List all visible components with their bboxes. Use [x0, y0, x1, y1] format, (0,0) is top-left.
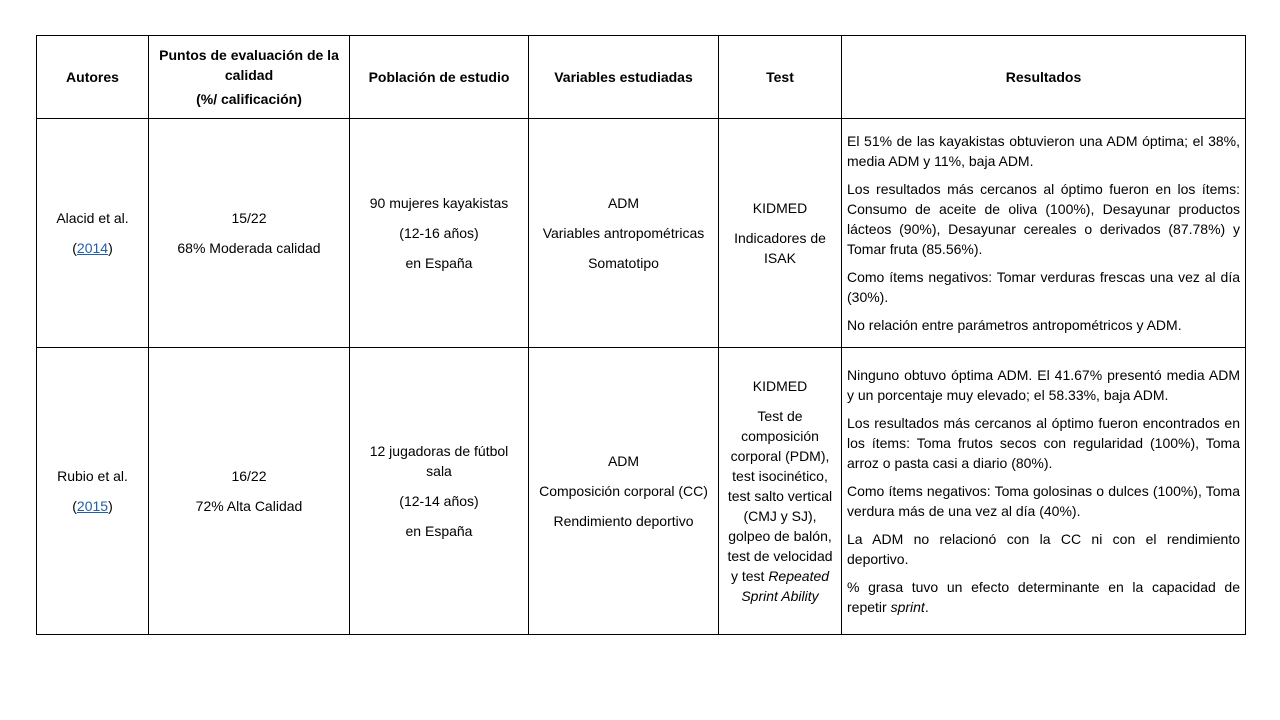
- result-text: % grasa tuvo un efecto determinante en la capacidad de repetir: [847, 579, 1240, 615]
- author-name: Rubio et al.: [57, 468, 128, 484]
- header-puntos-label: Puntos de evaluación de la calidad: [159, 47, 339, 83]
- test-item: Indicadores de ISAK: [734, 230, 826, 266]
- table-row: [37, 119, 1246, 348]
- test-item: KIDMED: [752, 378, 808, 394]
- variable-item: Rendimiento deportivo: [553, 513, 694, 529]
- quality-cell: [149, 119, 350, 348]
- population-line: 90 mujeres kayakistas: [369, 195, 509, 211]
- population-line: en España: [405, 255, 473, 271]
- result-period: .: [924, 599, 929, 615]
- population-line: 12 jugadoras de fútbol sala: [369, 443, 509, 479]
- studies-table: [36, 35, 1246, 635]
- author-year: (2015): [72, 498, 113, 514]
- result-paragraph: El 51% de las kayakistas obtuvieron una ADM óptima; el 38%, media ADM y 11%, baja ADM.: [847, 133, 1240, 169]
- result-paragraph: [847, 577, 1240, 617]
- header-autores: Autores: [37, 36, 149, 119]
- quality-label: 72% Alta Calidad: [195, 498, 303, 514]
- quality-score: 16/22: [231, 468, 267, 484]
- year-link[interactable]: 2014: [76, 240, 109, 256]
- variables-cell: [529, 348, 719, 635]
- variable-item: ADM: [607, 453, 640, 469]
- result-italic-term: sprint: [890, 599, 925, 615]
- variable-item: Somatotipo: [588, 255, 659, 271]
- population-line: (12-16 años): [399, 225, 479, 241]
- variable-item: Variables antropométricas: [542, 225, 705, 241]
- header-test: Test: [719, 36, 842, 119]
- header-puntos: [149, 36, 350, 119]
- test-item: KIDMED: [752, 200, 808, 216]
- result-paragraph: La ADM no relacionó con la CC ni con el rendimiento deportivo.: [847, 531, 1240, 567]
- test-cell: [719, 348, 842, 635]
- population-cell: [350, 119, 529, 348]
- test-cell: [719, 119, 842, 348]
- population-line: en España: [405, 523, 473, 539]
- quality-score: 15/22: [231, 210, 267, 226]
- header-puntos-sub: (%/ calificación): [196, 91, 302, 107]
- result-paragraph: Los resultados más cercanos al óptimo fueron encontrados en los ítems: Toma frutos secos con regularidad (100%), Toma arroz o pasta casi a diario (80%).: [847, 415, 1240, 471]
- header-poblacion: Población de estudio: [350, 36, 529, 119]
- results-cell: [842, 119, 1246, 348]
- results-cell: [842, 348, 1246, 635]
- test-item: [724, 406, 836, 606]
- population-line: (12-14 años): [399, 493, 479, 509]
- variables-cell: [529, 119, 719, 348]
- author-year: (2014): [72, 240, 113, 256]
- variable-item: ADM: [607, 195, 640, 211]
- table-row: [37, 348, 1246, 635]
- author-cell: [37, 119, 149, 348]
- header-resultados: Resultados: [842, 36, 1246, 119]
- year-link[interactable]: 2015: [76, 498, 109, 514]
- header-row: [37, 36, 1246, 119]
- result-paragraph: Ninguno obtuvo óptima ADM. El 41.67% presentó media ADM y un porcentaje muy elevado; el 58.33%, baja ADM.: [847, 367, 1240, 403]
- test-italic-term: Repeated Sprint Ability: [741, 568, 830, 604]
- header-variables: Variables estudiadas: [529, 36, 719, 119]
- test-description: Test de composición corporal (PDM), test isocinético, test salto vertical (CMJ y SJ), golpeo de balón, test de velocidad y test: [727, 408, 833, 584]
- variable-item: Composición corporal (CC): [539, 483, 708, 499]
- quality-cell: [149, 348, 350, 635]
- result-paragraph: No relación entre parámetros antropométricos y ADM.: [847, 317, 1182, 333]
- result-paragraph: Como ítems negativos: Toma golosinas o dulces (100%), Toma verdura más de una vez al día (40%).: [847, 483, 1240, 519]
- result-paragraph: Los resultados más cercanos al óptimo fueron en los ítems: Consumo de aceite de oliva (100%), Desayunar productos lácteos (90%), Desayunar cereales o derivados (87.78%) y Tomar fruta (85.56%).: [847, 181, 1240, 257]
- quality-label: 68% Moderada calidad: [177, 240, 321, 256]
- population-cell: [350, 348, 529, 635]
- author-name: Alacid et al.: [56, 210, 129, 226]
- result-paragraph: Como ítems negativos: Tomar verduras frescas una vez al día (30%).: [847, 269, 1240, 305]
- author-cell: [37, 348, 149, 635]
